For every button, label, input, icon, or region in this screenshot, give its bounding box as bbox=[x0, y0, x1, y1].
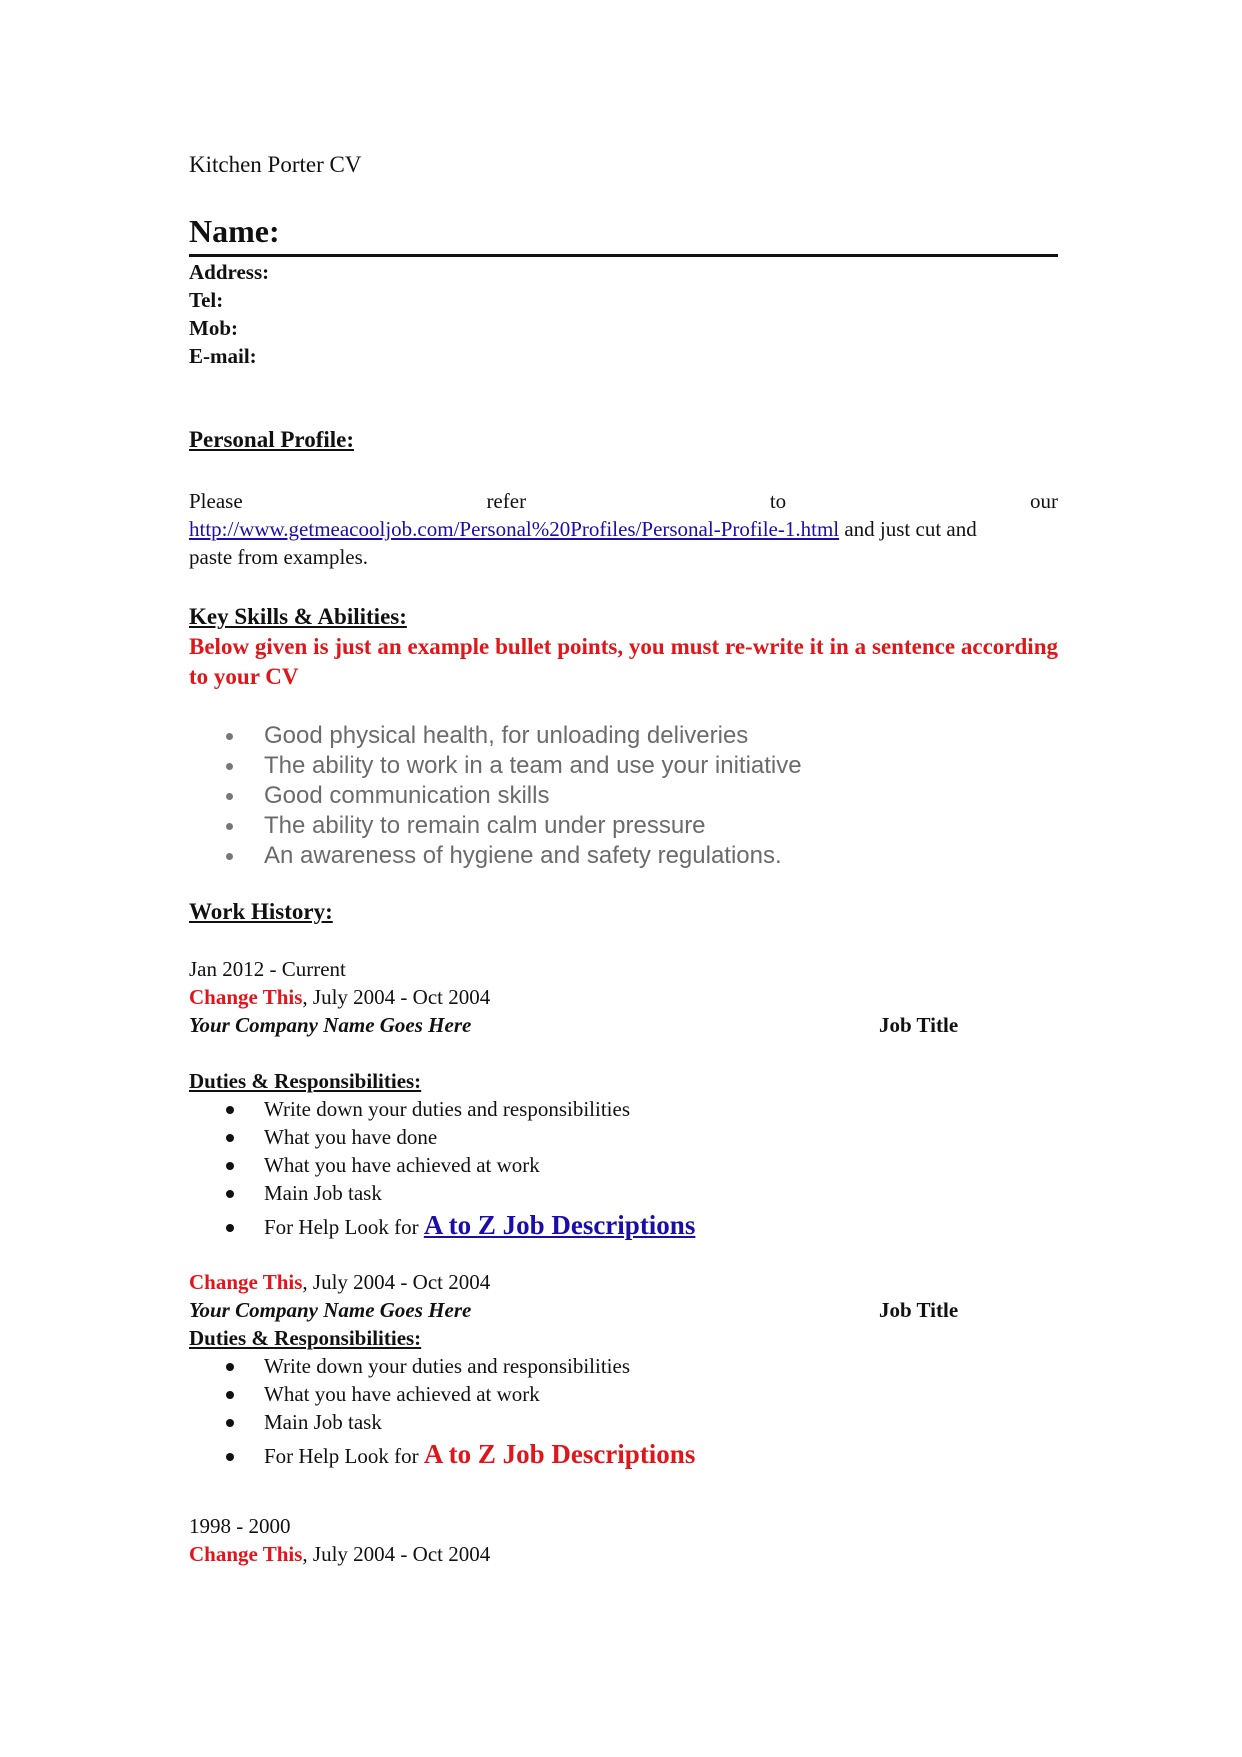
duty-text: Write down your duties and responsibilities bbox=[264, 1354, 631, 1378]
bullet-icon bbox=[226, 823, 233, 830]
entry-2-dates-line bbox=[189, 1268, 490, 1296]
list-item bbox=[189, 1123, 695, 1151]
entry-dates: , July 2004 - Oct 2004 bbox=[302, 1542, 491, 1566]
list-item bbox=[189, 1151, 695, 1179]
duty-text: What you have done bbox=[264, 1125, 438, 1149]
profile-word: to bbox=[769, 489, 787, 513]
help-prefix: For Help Look for bbox=[264, 1444, 424, 1468]
profile-line-3: paste from examples. bbox=[189, 545, 369, 569]
email-label: E-mail: bbox=[189, 344, 257, 368]
entry-1-job-title: Job Title bbox=[879, 1013, 959, 1037]
list-item bbox=[189, 1408, 695, 1436]
tel-label: Tel: bbox=[189, 288, 224, 312]
skill-text: Good physical health, for unloading deliveries bbox=[264, 722, 749, 749]
profile-word: Please bbox=[189, 489, 243, 513]
bullet-icon bbox=[226, 1162, 234, 1170]
entry-2-duties-list bbox=[189, 1352, 695, 1474]
name-header bbox=[189, 210, 1058, 257]
document-title: Kitchen Porter CV bbox=[189, 152, 362, 177]
bullet-icon bbox=[226, 1391, 234, 1399]
skill-text: An awareness of hygiene and safety regulations. bbox=[264, 842, 782, 869]
entry-1-duties-heading: Duties & Responsibilities: bbox=[189, 1069, 422, 1093]
personal-profile-heading: Personal Profile: bbox=[189, 427, 354, 452]
list-item bbox=[189, 811, 802, 841]
job-descriptions-link[interactable]: A to Z Job Descriptions bbox=[423, 1439, 696, 1469]
bullet-icon bbox=[226, 1190, 234, 1198]
key-skills-note: Below given is just an example bullet points, you must re-write it in a sentence according to your CV bbox=[189, 634, 1058, 689]
profile-word: our bbox=[1029, 489, 1058, 513]
profile-after-link: and just cut and bbox=[839, 517, 977, 541]
entry-2-duties-heading: Duties & Responsibilities: bbox=[189, 1326, 422, 1350]
duty-text: Main Job task bbox=[264, 1181, 382, 1205]
entry-dates: , July 2004 - Oct 2004 bbox=[302, 985, 491, 1009]
bullet-icon bbox=[226, 733, 233, 740]
list-item bbox=[189, 841, 802, 871]
list-item bbox=[189, 721, 802, 751]
duty-text: Main Job task bbox=[264, 1410, 382, 1434]
duty-text: Write down your duties and responsibilities bbox=[264, 1097, 631, 1121]
entry-1-dates-line bbox=[189, 983, 490, 1011]
key-skills-list bbox=[189, 721, 802, 871]
skill-text: Good communication skills bbox=[264, 782, 550, 809]
list-item bbox=[189, 1380, 695, 1408]
list-item bbox=[189, 1352, 695, 1380]
list-item bbox=[189, 1207, 695, 1245]
list-item bbox=[189, 1095, 695, 1123]
personal-profile-link[interactable]: http://www.getmeacooljob.com/Personal%20Profiles/Personal-Profile-1.html bbox=[189, 517, 840, 541]
entry-1-duties-list bbox=[189, 1095, 695, 1245]
help-prefix: For Help Look for bbox=[264, 1215, 424, 1239]
bullet-icon bbox=[226, 1419, 234, 1427]
address-label: Address: bbox=[189, 260, 270, 284]
bullet-icon bbox=[226, 853, 233, 860]
entry-3-dates-line bbox=[189, 1540, 490, 1568]
duty-text: What you have achieved at work bbox=[264, 1153, 540, 1177]
key-skills-heading: Key Skills & Abilities: bbox=[189, 604, 407, 629]
bullet-icon bbox=[226, 763, 233, 770]
skill-text: The ability to work in a team and use your initiative bbox=[264, 752, 802, 779]
bullet-icon bbox=[226, 1106, 234, 1114]
list-item bbox=[189, 1179, 695, 1207]
list-item bbox=[189, 1436, 695, 1474]
entry-dates: , July 2004 - Oct 2004 bbox=[302, 1270, 491, 1294]
list-item bbox=[189, 751, 802, 781]
change-this-label: Change This bbox=[189, 985, 303, 1009]
profile-line-2 bbox=[189, 515, 1058, 543]
bullet-icon bbox=[226, 1224, 234, 1232]
bullet-icon bbox=[226, 1453, 234, 1461]
contact-details bbox=[189, 258, 269, 370]
profile-line-1 bbox=[189, 487, 1058, 515]
entry-1-period: Jan 2012 - Current bbox=[189, 957, 346, 981]
profile-word: refer bbox=[486, 489, 527, 513]
bullet-icon bbox=[226, 1134, 234, 1142]
mob-label: Mob: bbox=[189, 316, 238, 340]
entry-2-company: Your Company Name Goes Here bbox=[189, 1298, 472, 1322]
entry-2-job-title: Job Title bbox=[879, 1298, 959, 1322]
work-history-heading: Work History: bbox=[189, 899, 333, 924]
bullet-icon bbox=[226, 793, 233, 800]
list-item bbox=[189, 781, 802, 811]
personal-profile-text bbox=[189, 487, 1058, 571]
change-this-label: Change This bbox=[189, 1542, 303, 1566]
bullet-icon bbox=[226, 1363, 234, 1371]
entry-3-period: 1998 - 2000 bbox=[189, 1514, 291, 1538]
change-this-label: Change This bbox=[189, 1270, 303, 1294]
name-label: Name: bbox=[189, 213, 280, 249]
duty-text: What you have achieved at work bbox=[264, 1382, 540, 1406]
skill-text: The ability to remain calm under pressure bbox=[264, 812, 706, 839]
job-descriptions-link[interactable]: A to Z Job Descriptions bbox=[423, 1210, 696, 1240]
entry-1-company: Your Company Name Goes Here bbox=[189, 1013, 472, 1037]
